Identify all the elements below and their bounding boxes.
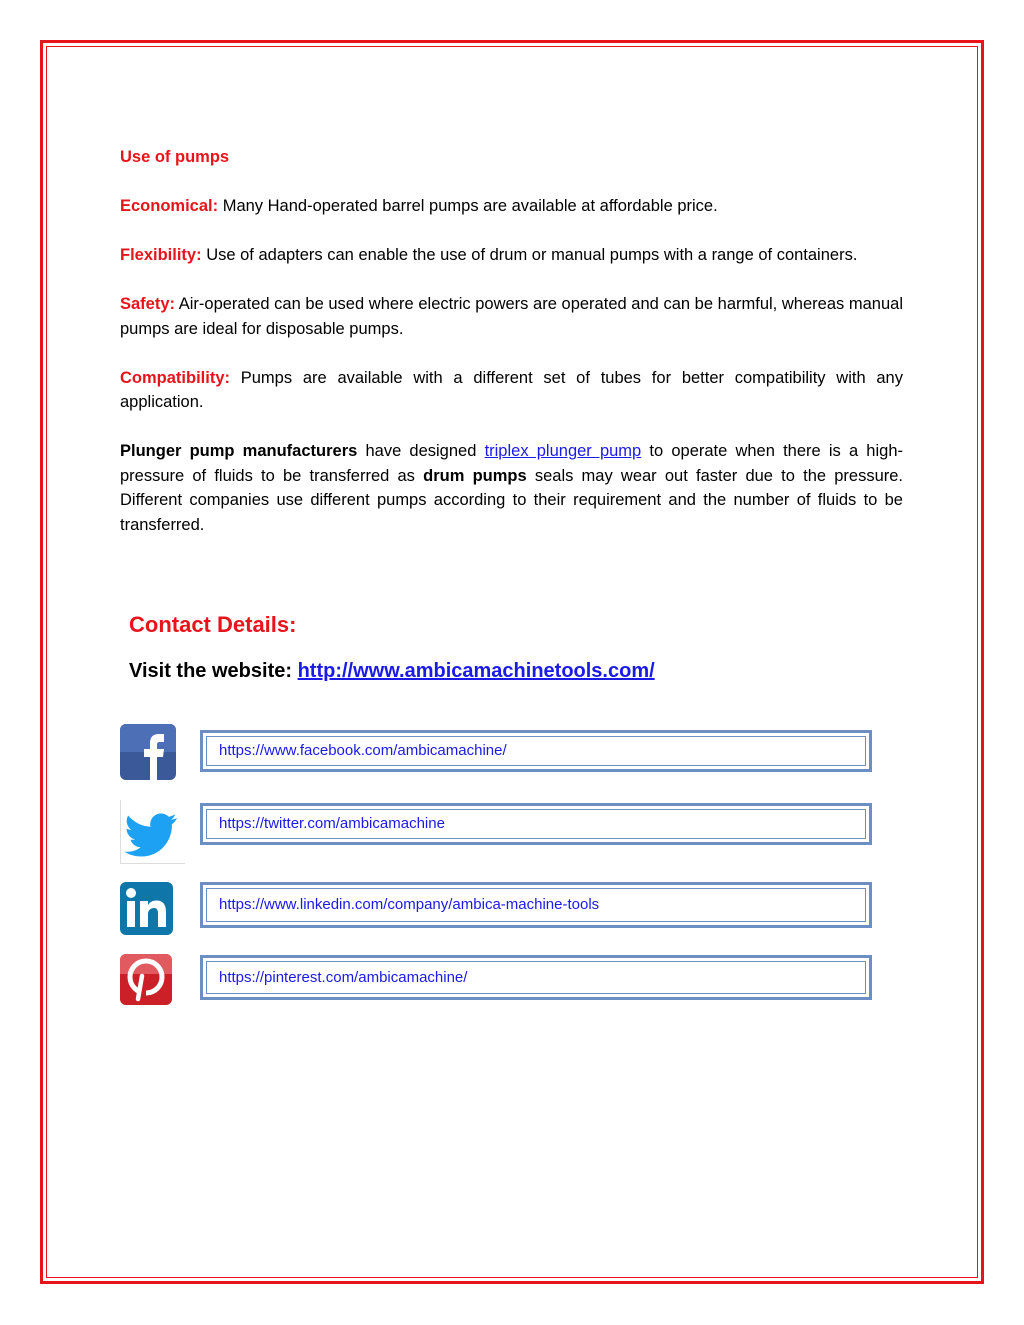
twitter-url[interactable]: https://twitter.com/ambicamachine	[219, 815, 445, 832]
paragraph-flexibility	[120, 243, 903, 268]
paragraph-compatibility	[120, 366, 903, 415]
plunger-bold: Plunger pump manufacturers	[120, 442, 358, 460]
pinterest-icon[interactable]	[120, 954, 172, 1005]
compatibility-text: Pumps are available with a different set of tubes for better compatibility with any application.	[120, 368, 903, 411]
linkedin-icon[interactable]	[120, 882, 173, 935]
paragraph-safety	[120, 292, 903, 341]
facebook-url[interactable]: https://www.facebook.com/ambicamachine/	[219, 742, 507, 759]
paragraph-plunger	[120, 439, 903, 537]
safety-label: Safety:	[120, 295, 176, 313]
linkedin-url[interactable]: https://www.linkedin.com/company/ambica-machine-tools	[219, 896, 600, 913]
linkedin-link-box[interactable]	[200, 882, 872, 928]
visit-label: Visit the website:	[129, 660, 298, 682]
paragraph-economical	[120, 194, 903, 219]
flexibility-label: Flexibility:	[120, 246, 202, 264]
facebook-link-box[interactable]	[200, 730, 872, 772]
triplex-plunger-pump-link[interactable]: triplex plunger pump	[484, 442, 642, 460]
twitter-link-box[interactable]	[200, 803, 872, 845]
economical-label: Economical:	[120, 197, 219, 215]
pinterest-url[interactable]: https://pinterest.com/ambicamachine/	[219, 969, 468, 986]
plunger-text-2: to operate when there is a high-pressure of fluids to be transferred as	[120, 442, 903, 485]
visit-website-line	[129, 660, 655, 683]
compatibility-label: Compatibility:	[120, 368, 230, 387]
drum-pumps-bold: drum pumps	[423, 466, 527, 485]
website-link[interactable]: http://www.ambicamachinetools.com/	[297, 660, 655, 682]
twitter-icon[interactable]	[120, 800, 185, 864]
plunger-text-3: seals may wear out faster due to the pressure. Different companies use different pumps according to their requirement and the number of fluids to be transferred.	[120, 466, 904, 534]
section-title: Use of pumps	[120, 148, 230, 166]
economical-text: Many Hand-operated barrel pumps are available at affordable price.	[218, 197, 718, 215]
main-content	[120, 145, 903, 562]
plunger-text-1: have designed	[357, 442, 485, 460]
safety-text: Air-operated can be used where electric powers are operated and can be harmful, whereas manual pumps are ideal for disposable pumps.	[120, 295, 903, 338]
flexibility-text: Use of adapters can enable the use of drum or manual pumps with a range of containers.	[201, 246, 858, 264]
facebook-icon[interactable]	[120, 724, 176, 780]
pinterest-link-box[interactable]	[200, 955, 872, 1000]
contact-details-heading: Contact Details:	[129, 612, 297, 637]
